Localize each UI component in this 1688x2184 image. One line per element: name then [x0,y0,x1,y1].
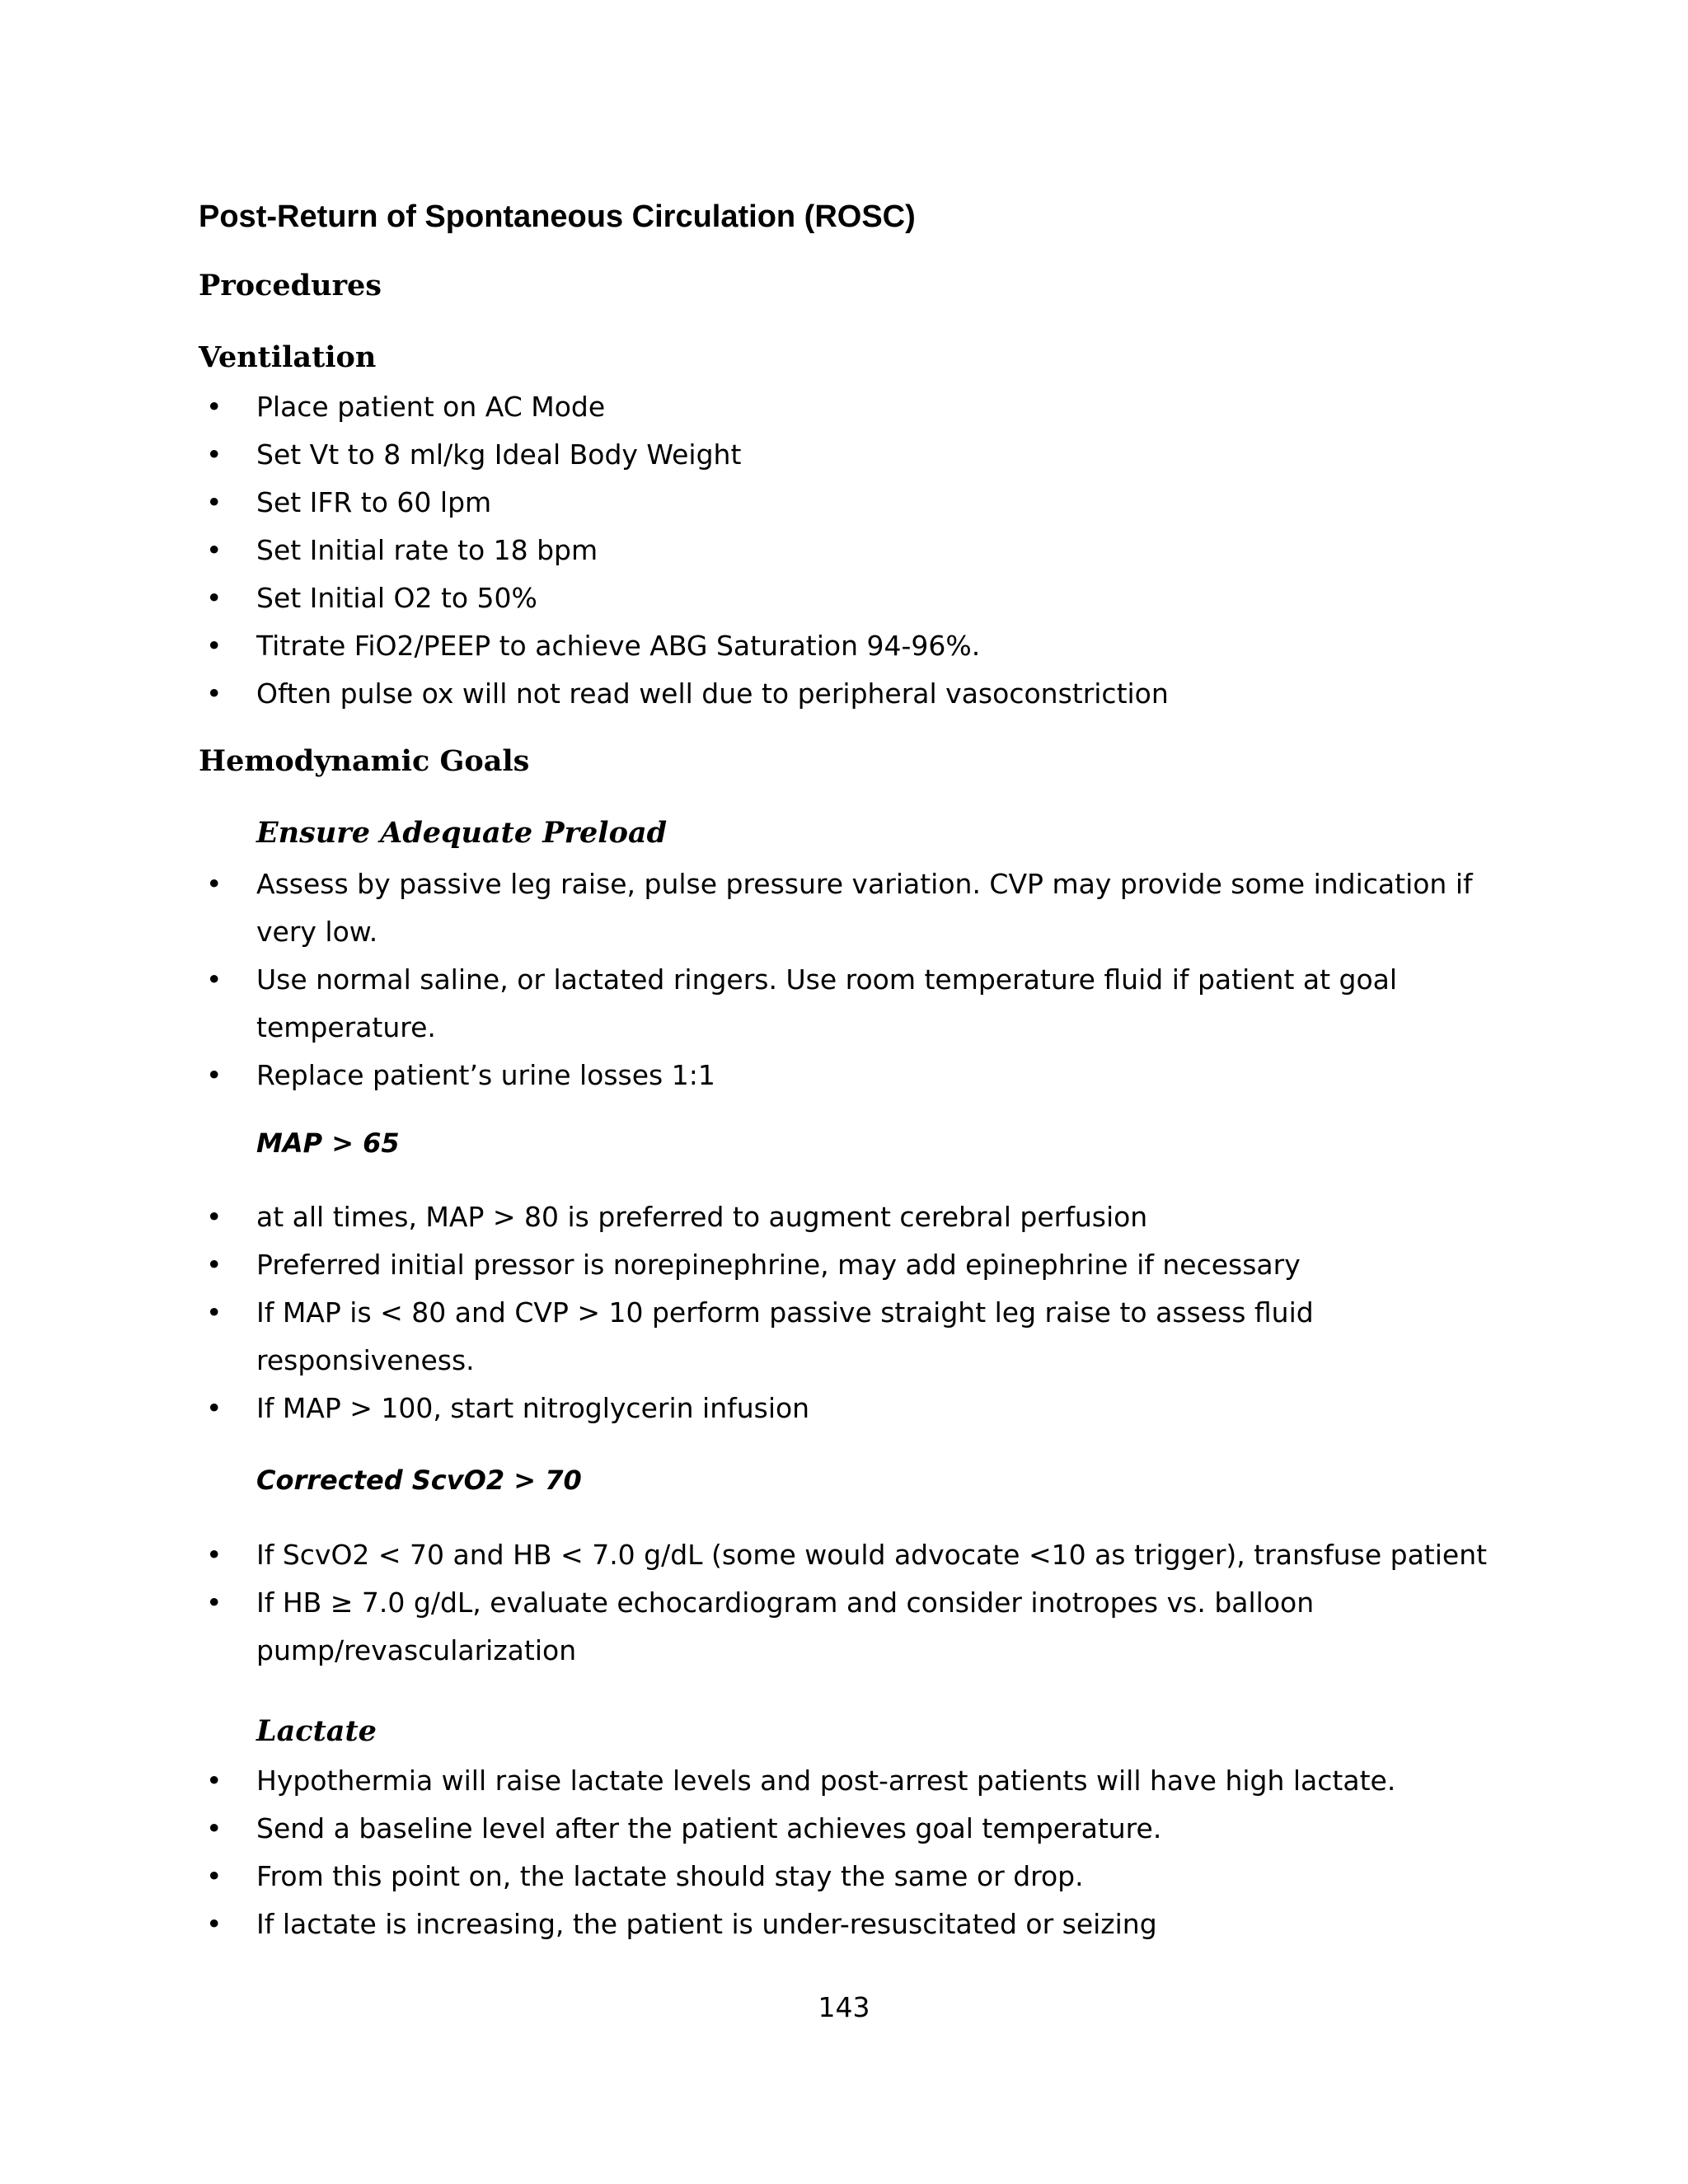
list-item [0,431,1443,479]
bullet-icon: • [206,868,223,900]
list-item [0,1900,1443,1948]
bullet-icon: • [206,1201,223,1233]
bullet-icon: • [206,1765,223,1797]
bullet-icon: • [206,1539,223,1571]
page-title: Post-Return of Spontaneous Circulation (ROSC) [199,199,916,234]
bullet-icon: • [206,582,223,614]
list-item [0,1289,1443,1385]
list-item [0,1853,1443,1900]
list-item-text: Preferred initial pressor is norepinephrine, may add epinephrine if necessary [256,1249,1301,1281]
bullet-icon: • [206,438,223,471]
list-item-text-continued: responsiveness. [256,1344,475,1376]
bullet-icon: • [206,391,223,423]
list-item [0,1531,1488,1579]
bullet-icon: • [206,1249,223,1281]
list-item-text: Set Initial rate to 18 bpm [256,534,598,566]
list-item [0,574,1443,622]
list-item [0,1805,1443,1853]
list-item [0,860,1473,956]
lactate-heading: Lactate [256,1714,377,1748]
bullet-icon: • [206,630,223,662]
preload-heading: Ensure Adequate Preload [256,816,668,850]
list-item-text: Hypothermia will raise lactate levels and post-arrest patients will have high lactate. [256,1765,1396,1797]
preload-list [0,860,1688,1099]
map-list [0,1193,1688,1432]
list-item [0,527,1443,574]
list-item-text-continued: pump/revascularization [256,1634,577,1666]
list-item-text: If MAP > 100, start nitroglycerin infusion [256,1392,810,1424]
list-item-text: Use normal saline, or lactated ringers. Use room temperature fluid if patient at goal [256,963,1398,996]
list-item-text-continued: very low. [256,916,378,948]
bullet-icon: • [206,1296,223,1329]
bullet-icon: • [206,677,223,710]
list-item-text: Often pulse ox will not read well due to peripheral vasoconstriction [256,677,1169,710]
bullet-icon: • [206,1586,223,1619]
list-item [0,622,1443,670]
list-item-text: Assess by passive leg raise, pulse pressure variation. CVP may provide some indication if [256,868,1473,900]
ventilation-heading: Ventilation [199,340,377,374]
list-item [0,479,1443,527]
list-item [0,1385,1443,1432]
list-item [0,1579,1443,1675]
list-item-text: at all times, MAP > 80 is preferred to augment cerebral perfusion [256,1201,1148,1233]
list-item [0,956,1443,1052]
list-item [0,1241,1443,1289]
bullet-icon: • [206,1059,223,1091]
scvo2-list [0,1531,1688,1675]
ventilation-list [0,383,1688,718]
list-item-text: From this point on, the lactate should stay the same or drop. [256,1860,1084,1892]
lactate-list [0,1757,1688,1948]
bullet-icon: • [206,1860,223,1892]
bullet-icon: • [206,534,223,566]
scvo2-heading: Corrected ScvO2 > 70 [256,1465,582,1496]
page-number: 143 [818,1991,870,2023]
list-item-text: Titrate FiO2/PEEP to achieve ABG Saturation 94-96%. [256,630,981,662]
list-item [0,1052,1443,1099]
list-item [0,670,1443,718]
list-item [0,383,1443,431]
list-item-text: Replace patient’s urine losses 1:1 [256,1059,715,1091]
list-item-text: If ScvO2 < 70 and HB < 7.0 g/dL (some would advocate <10 as trigger), transfuse patient [256,1539,1488,1571]
list-item-text: Send a baseline level after the patient achieves goal temperature. [256,1812,1162,1844]
list-item-text: If HB ≥ 7.0 g/dL, evaluate echocardiogram and consider inotropes vs. balloon [256,1586,1315,1619]
bullet-icon: • [206,486,223,518]
bullet-icon: • [206,1908,223,1940]
list-item [0,1193,1443,1241]
list-item [0,1757,1443,1805]
list-item-text: Set Vt to 8 ml/kg Ideal Body Weight [256,438,742,471]
bullet-icon: • [206,1812,223,1844]
list-item-text-continued: temperature. [256,1011,436,1043]
map-heading: MAP > 65 [256,1127,400,1159]
hemodynamic-goals-heading: Hemodynamic Goals [199,744,530,778]
procedures-heading: Procedures [199,269,382,302]
list-item-text: Set IFR to 60 lpm [256,486,492,518]
bullet-icon: • [206,1392,223,1424]
list-item-text: Set Initial O2 to 50% [256,582,537,614]
list-item-text: If MAP is < 80 and CVP > 10 perform passive straight leg raise to assess fluid [256,1296,1314,1329]
list-item-text: If lactate is increasing, the patient is under-resuscitated or seizing [256,1908,1157,1940]
bullet-icon: • [206,963,223,996]
list-item-text: Place patient on AC Mode [256,391,606,423]
